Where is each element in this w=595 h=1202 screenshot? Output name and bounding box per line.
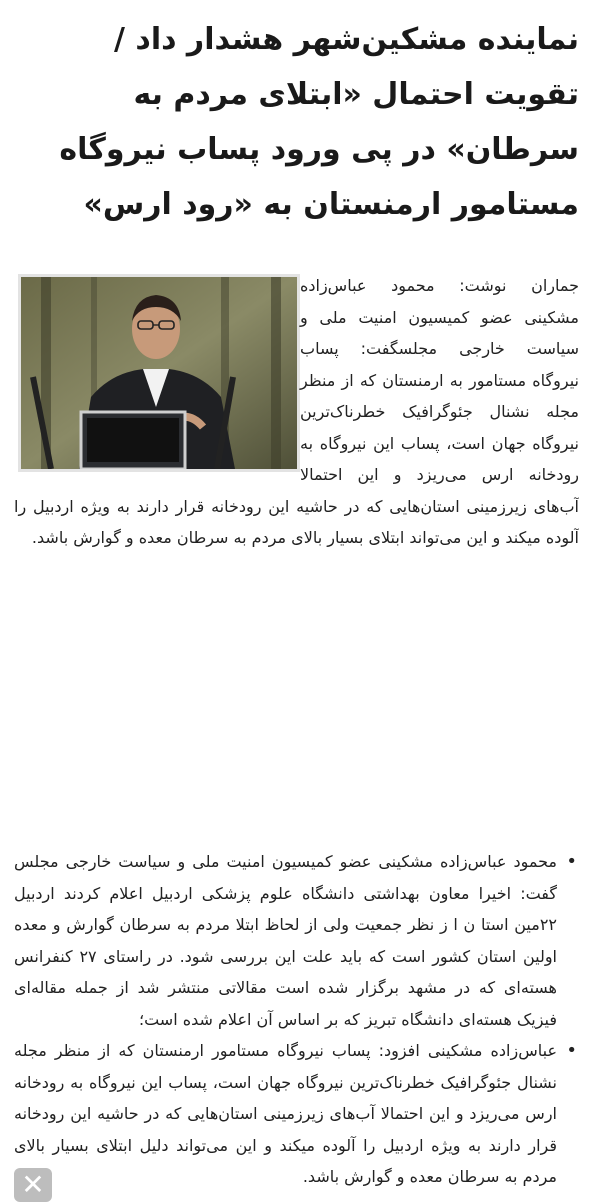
article-lead-paragraph: جماران نوشت: محمود عباس‌زاده مشکینی عضو کمیسیون امنیت ملی و سیاست خارجی مجلسگفت: پساب نیروگاه مستامور به ارمنستان که از منظر مجله نشنال جئوگرافیک خطرناک‌ترین نیروگاه جهان است، پساب این نیروگاه به رودخانه ارس می‌ریزد و این احتمالا آب‌های زیرزمینی استان‌هایی که در حاشیه این رودخانه قرار دارند به ویژه اردبیل را آلوده میکند و این می‌تواند ابتلای بسیار بالای مردم به سرطان معده و گوارش باشد. (14, 276, 579, 547)
speaker-photo-illustration (21, 277, 297, 469)
article-headline: نماینده مشکین‌شهر هشدار داد / تقویت احتمال «ابتلای مردم به سرطان» در پی ورود پساب نیروگاه مستامور ارمنستان به «رود ارس» (59, 22, 579, 222)
close-icon: ✕ (21, 1168, 45, 1201)
article-lead-section (14, 270, 579, 810)
list-item: • محمود عباس‌زاده مشکینی عضو کمیسیون امنیت ملی و سیاست خارجی مجلس گفت: اخیرا معاون بهداشتی دانشگاه علوم پزشکی اردبیل اعلام کردند اردبیل ۲۲مین استا ن ا ز نظر جمعیت ولی از لحاظ ابتلا مردم به سرطان گوارش و معده اولین استان کشور است که باید علت این بررسی شود. در راستای ۲۷ کنفرانس هسته‌ای که در مشهد برگزار شده است مقالاتی منتشر شد از جمله مقاله‌ای فیزیک هسته‌ای دانشگاه تبریز که بر اساس آن اعلام شده است؛ (14, 846, 557, 1035)
close-button[interactable] (14, 1168, 52, 1202)
article-photo (18, 274, 300, 472)
article-bullet-list (14, 846, 579, 1193)
list-item: • عباس‌زاده مشکینی افزود: پساب نیروگاه مستامور ارمنستان که از منظر مجله نشنال جئوگرافیک خطرناک‌ترین نیروگاه جهان است، پساب این نیروگاه به رودخانه ارس می‌ریزد و این احتمالا آب‌های زیرزمینی استان‌هایی که در حاشیه این رودخانه قرار دارند به ویژه اردبیل را آلوده میکند و این می‌تواند دلیل ابتلای بسیار بالای مردم به سرطان معده و گوارش باشد. (14, 1035, 557, 1193)
